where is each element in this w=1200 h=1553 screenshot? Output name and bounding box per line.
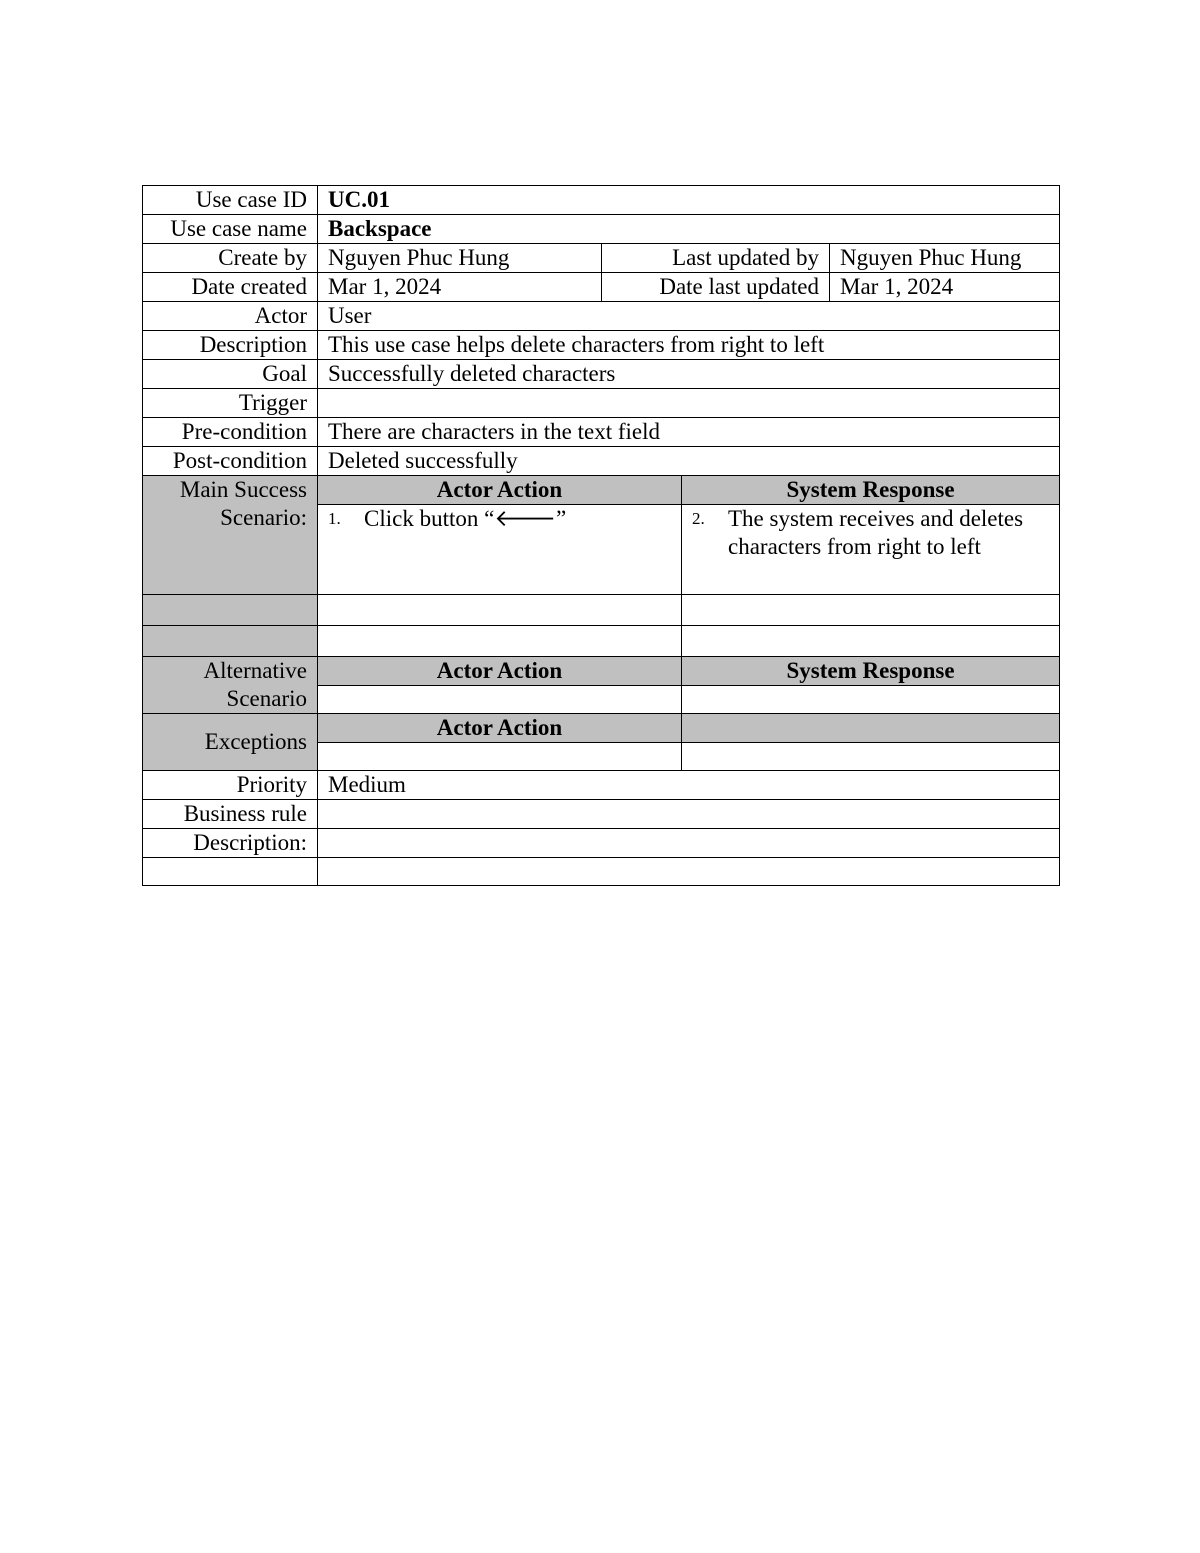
priority-value: Medium (318, 771, 1060, 800)
row-trigger (143, 389, 1060, 418)
create-by-label: Create by (143, 244, 318, 273)
actor-value: User (318, 302, 1060, 331)
exceptions-system-header (682, 714, 1060, 743)
use-case-id-label: Use case ID (143, 186, 318, 215)
last-updated-by-label: Last updated by (602, 244, 830, 273)
post-condition-label: Post-condition (143, 447, 318, 476)
main-success-label-line1: Main Success (179, 477, 307, 502)
use-case-table (142, 185, 1060, 886)
row-use-case-name (143, 215, 1060, 244)
last-updated-by-value: Nguyen Phuc Hung (830, 244, 1060, 273)
exceptions-actor-action-header: Actor Action (318, 714, 682, 743)
main-actor-action-header: Actor Action (318, 476, 682, 505)
description-footer-label: Description: (143, 829, 318, 858)
goal-value: Successfully deleted characters (318, 360, 1060, 389)
row-use-case-id (143, 186, 1060, 215)
main-success-label-line2: Scenario: (220, 505, 307, 530)
main-empty-actor-1 (318, 595, 682, 626)
main-system-response-header: System Response (682, 476, 1060, 505)
exceptions-label: Exceptions (143, 714, 318, 771)
business-rule-label: Business rule (143, 800, 318, 829)
row-exceptions-header (143, 714, 1060, 743)
alternative-label-line2: Scenario (226, 686, 307, 711)
system-step-number: 2. (692, 509, 705, 528)
use-case-name-label: Use case name (143, 215, 318, 244)
trigger-value (318, 389, 1060, 418)
priority-label: Priority (143, 771, 318, 800)
system-step-text: The system receives and deletes characters from right to left (728, 506, 1024, 559)
trigger-label: Trigger (143, 389, 318, 418)
row-description-footer (143, 829, 1060, 858)
alternative-empty-actor (318, 686, 682, 714)
actor-label: Actor (143, 302, 318, 331)
business-rule-value (318, 800, 1060, 829)
use-case-name-value: Backspace (318, 215, 1060, 244)
row-alternative-header (143, 657, 1060, 686)
pre-condition-label: Pre-condition (143, 418, 318, 447)
date-last-updated-label: Date last updated (602, 273, 830, 302)
row-main-empty-1 (143, 595, 1060, 626)
exceptions-empty-system (682, 743, 1060, 771)
row-business-rule (143, 800, 1060, 829)
date-created-label: Date created (143, 273, 318, 302)
alternative-empty-system (682, 686, 1060, 714)
alternative-system-response-header: System Response (682, 657, 1060, 686)
alternative-label-line1: Alternative (203, 658, 307, 683)
description-value: This use case helps delete characters from right to left (318, 331, 1060, 360)
date-created-value: Mar 1, 2024 (318, 273, 602, 302)
row-date-created (143, 273, 1060, 302)
actor-step-text: Click button “🡐” (364, 506, 567, 531)
use-case-id-value: UC.01 (318, 186, 1060, 215)
row-blank-final (143, 858, 1060, 886)
alternative-actor-action-header: Actor Action (318, 657, 682, 686)
row-main-success-header (143, 476, 1060, 505)
main-empty-system-1 (682, 595, 1060, 626)
blank-final-value (318, 858, 1060, 886)
actor-step-number: 1. (328, 509, 341, 528)
row-create-by (143, 244, 1060, 273)
blank-final-label (143, 858, 318, 886)
alternative-label (143, 657, 318, 714)
exceptions-empty-actor (318, 743, 682, 771)
description-footer-value (318, 829, 1060, 858)
main-actor-step (318, 505, 682, 595)
row-main-empty-2 (143, 626, 1060, 657)
main-empty-system-2 (682, 626, 1060, 657)
date-last-updated-value: Mar 1, 2024 (830, 273, 1060, 302)
main-empty-label-2 (143, 626, 318, 657)
main-empty-label-1 (143, 595, 318, 626)
main-success-label (143, 476, 318, 595)
row-post-condition (143, 447, 1060, 476)
row-priority (143, 771, 1060, 800)
post-condition-value: Deleted successfully (318, 447, 1060, 476)
create-by-value: Nguyen Phuc Hung (318, 244, 602, 273)
row-actor (143, 302, 1060, 331)
pre-condition-value: There are characters in the text field (318, 418, 1060, 447)
row-goal (143, 360, 1060, 389)
goal-label: Goal (143, 360, 318, 389)
row-pre-condition (143, 418, 1060, 447)
row-description (143, 331, 1060, 360)
main-empty-actor-2 (318, 626, 682, 657)
description-label: Description (143, 331, 318, 360)
main-system-step (682, 505, 1060, 595)
